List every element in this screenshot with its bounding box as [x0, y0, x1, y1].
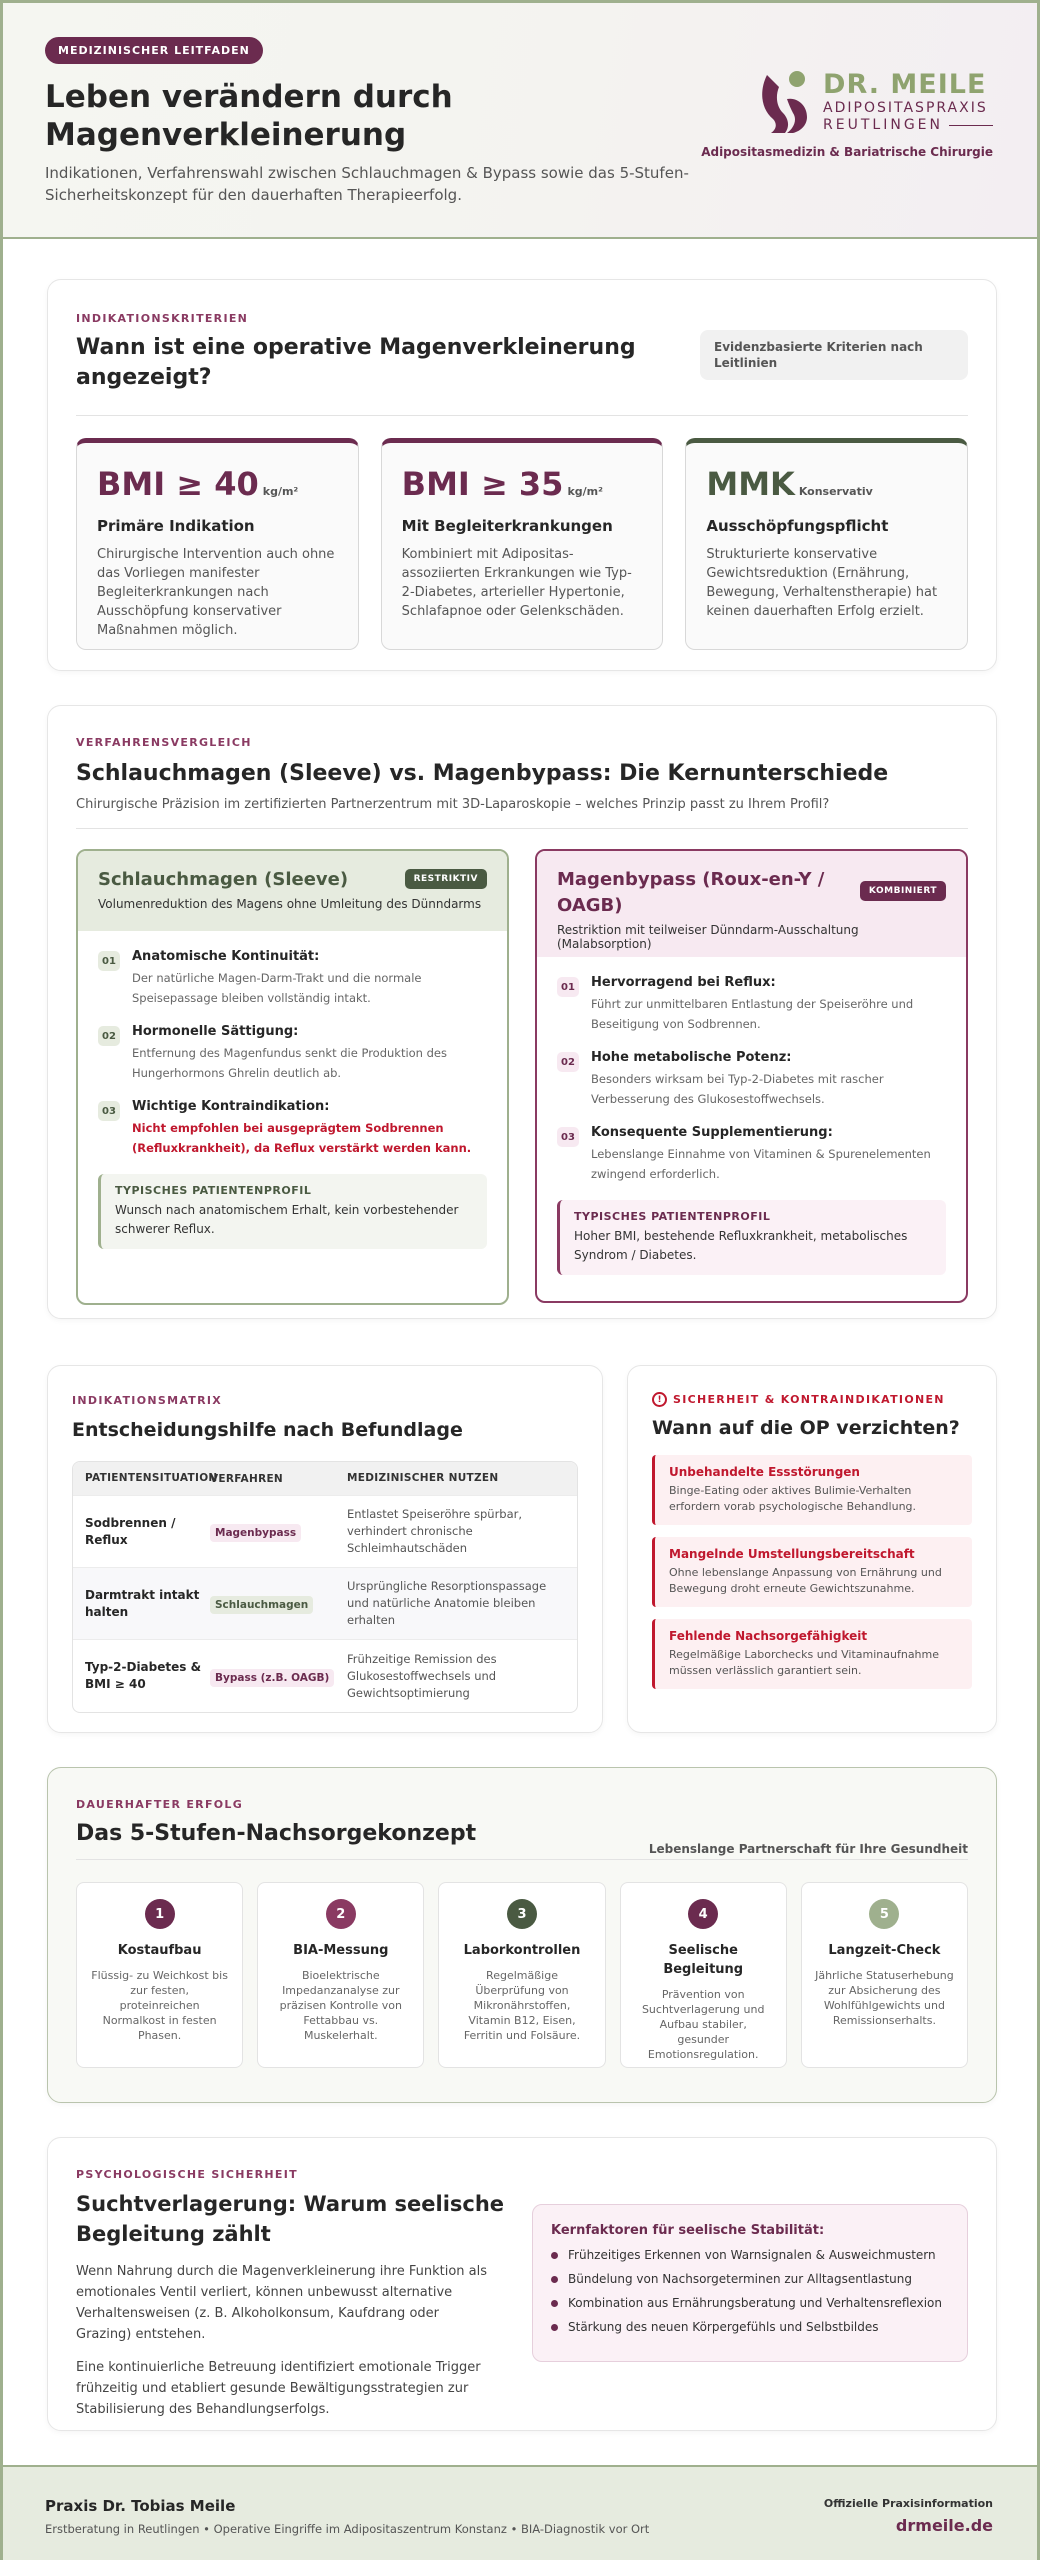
bypass-point: [557, 1125, 946, 1184]
indication-eyebrow: INDIKATIONSKRITERIEN: [76, 312, 249, 325]
stability-item: [551, 2296, 949, 2310]
contraindication-text: Ohne lebenslange Anpassung von Ernährung und Bewegung droht erneute Gewichtszunahme.: [669, 1566, 942, 1595]
point-number: 01: [98, 951, 120, 971]
comparison-subtitle: Chirurgische Präzision im zertifizierten Partnerzentrum mit 3D-Laparoskopie – welches Prinzip passt zu Ihrem Profil?: [76, 797, 830, 812]
benefit-cell: Entlastet Speiseröhre spürbar, verhindert chronische Schleimhautschäden: [347, 1507, 523, 1555]
indication-section: [47, 279, 997, 671]
psych-section: [47, 2137, 997, 2431]
step-number: 4: [688, 1899, 718, 1929]
point-heading: Anatomische Kontinuität:: [132, 949, 320, 964]
bmi-heading: Primäre Indikation: [97, 517, 255, 535]
benefit-cell: Ursprüngliche Resorptionspassage und natürliche Anatomie bleiben erhalten: [347, 1579, 547, 1627]
bmi-unit: kg/m²: [567, 485, 603, 498]
contraindication-item: [652, 1619, 972, 1689]
point-number: 02: [98, 1026, 120, 1046]
step-text: Prävention von Suchtverlagerung und Aufbau stabiler, gesunder Emotionsregulation.: [641, 1988, 765, 2061]
step-number: 3: [507, 1899, 537, 1929]
psych-title: Suchtverlagerung: Warum seelische Begleitung zählt: [76, 2192, 505, 2246]
stability-item: [551, 2272, 949, 2286]
stability-item: [551, 2320, 949, 2334]
stability-text: Frühzeitiges Erkennen von Warnsignalen & Ausweichmustern: [568, 2248, 936, 2262]
page-title: Leben verändern durch Magenverkleinerung: [45, 79, 453, 153]
column-header: PATIENTENSITUATION: [85, 1472, 218, 1484]
aftercare-tagline: Lebenslange Partnerschaft für Ihre Gesundheit: [648, 1842, 968, 1856]
bypass-title: Magenbypass (Roux-en-Y / OAGB): [557, 869, 825, 916]
point-heading: Konsequente Supplementierung:: [591, 1125, 833, 1140]
comparison-eyebrow: VERFAHRENSVERGLEICH: [76, 736, 252, 749]
safety-title: Wann auf die OP verzichten?: [652, 1417, 960, 1439]
point-text: Besonders wirksam bei Typ-2-Diabetes mit rascher Verbesserung des Glukosestoffwechsels.: [591, 1072, 884, 1106]
indication-title: Wann ist eine operative Magenverkleinerung angezeigt?: [76, 335, 636, 390]
logo-rule: [949, 125, 993, 126]
profile-heading: TYPISCHES PATIENTENPROFIL: [115, 1184, 312, 1197]
table-header: [73, 1462, 577, 1496]
table-row: [73, 1568, 577, 1640]
point-number: 03: [557, 1127, 579, 1147]
practice-logo: [693, 69, 993, 159]
bullet-icon: [551, 2300, 558, 2307]
bullet-icon: [551, 2276, 558, 2283]
bullet-icon: [551, 2252, 558, 2259]
contraindication-item: [652, 1537, 972, 1607]
footer-practice-name: Praxis Dr. Tobias Meile: [45, 2497, 236, 2515]
point-heading: Hormonelle Sättigung:: [132, 1024, 299, 1039]
mmk-value: MMK: [706, 465, 795, 503]
mmk-unit: Konservativ: [798, 485, 873, 498]
step-text: Jährliche Statuserhebung zur Absicherung des Wohlfühlgewichts und Remissionserhalts.: [815, 1969, 954, 2027]
table-row: [73, 1496, 577, 1568]
column-header: MEDIZINISCHER NUTZEN: [347, 1472, 499, 1484]
aftercare-step: [620, 1882, 787, 2068]
point-heading: Wichtige Kontraindikation:: [132, 1099, 330, 1114]
bypass-point: [557, 1050, 946, 1109]
contraindication-heading: Fehlende Nachsorgefähigkeit: [669, 1629, 868, 1643]
stability-text: Bündelung von Nachsorgeterminen zur Alltagsentlastung: [568, 2272, 912, 2286]
bmi-40-card: [76, 438, 359, 650]
point-text: Der natürliche Magen-Darm-Trakt und die normale Speisepassage bleiben vollständig intakt.: [132, 971, 422, 1005]
point-number: 01: [557, 977, 579, 997]
sleeve-point: [98, 949, 487, 1008]
aftercare-step: [438, 1882, 605, 2068]
footer-subline: Erstberatung in Reutlingen • Operative Eingriffe im Adipositaszentrum Konstanz • BIA-Diagnostik vor Ort: [45, 2522, 650, 2536]
point-number: 03: [98, 1101, 120, 1121]
benefit-cell: Frühzeitige Remission des Glukosestoffwechsels und Gewichtsoptimierung: [347, 1651, 497, 1700]
bullet-icon: [551, 2324, 558, 2331]
sleeve-profile: [98, 1174, 487, 1249]
divider: [76, 828, 968, 829]
contraindication-item: [652, 1455, 972, 1525]
matrix-eyebrow: INDIKATIONSMATRIX: [72, 1394, 223, 1407]
safety-section: [627, 1365, 997, 1733]
bypass-point: [557, 975, 946, 1034]
sleeve-point: [98, 1099, 487, 1158]
guide-badge: MEDIZINISCHER LEITFADEN: [45, 37, 263, 64]
point-heading: Hervorragend bei Reflux:: [591, 975, 776, 990]
header: [3, 3, 1037, 239]
aftercare-step: [801, 1882, 968, 2068]
bmi-value: BMI ≥ 40: [97, 465, 259, 503]
comparison-title: Schlauchmagen (Sleeve) vs. Magenbypass: Die Kernunterschiede: [76, 761, 889, 786]
point-number: 02: [557, 1052, 579, 1072]
sleeve-panel: [76, 849, 509, 1305]
stability-text: Stärkung des neuen Körpergefühls und Selbstbildes: [568, 2320, 879, 2334]
aftercare-step: [76, 1882, 243, 2068]
bypass-tag: KOMBINIERT: [860, 881, 946, 901]
step-text: Flüssig- zu Weichkost bis zur festen, proteinreichen Normalkost in festen Phasen.: [91, 1969, 228, 2042]
step-number: 1: [145, 1899, 175, 1929]
step-text: Regelmäßige Überprüfung von Mikronährstoffen, Vitamin B12, Eisen, Ferritin und Folsäure.: [463, 1969, 581, 2042]
mmk-card: [685, 438, 968, 650]
mmk-text: Strukturierte konservative Gewichtsreduktion (Ernährung, Bewegung, Verhaltenstherapie) hat keinen dauerhaften Erfolg erzielt.: [706, 547, 938, 619]
mmk-heading: Ausschöpfungspflicht: [706, 517, 889, 535]
bypass-panel: [535, 849, 968, 1303]
aftercare-step: [257, 1882, 424, 2068]
matrix-section: [47, 1365, 603, 1733]
situation-cell: Darmtrakt intakt halten: [85, 1587, 200, 1619]
step-heading: BIA-Messung: [293, 1943, 389, 1958]
stability-item: [551, 2248, 949, 2262]
sleeve-subtitle: Volumenreduktion des Magens ohne Umleitung des Dünndarms: [98, 897, 482, 911]
aftercare-eyebrow: DAUERHAFTER ERFOLG: [76, 1798, 244, 1811]
comparison-section: [47, 705, 997, 1319]
bmi-value: BMI ≥ 35: [401, 465, 564, 503]
contraindication-text: Binge-Eating oder aktives Bulimie-Verhalten erfordern vorab psychologische Behandlung.: [669, 1484, 917, 1513]
step-number: 5: [869, 1899, 899, 1929]
bmi-unit: kg/m²: [262, 485, 299, 498]
step-heading: Seelische Begleitung: [663, 1943, 744, 1977]
contraindication-heading: Mangelnde Umstellungsbereitschaft: [669, 1547, 915, 1561]
divider: [76, 1859, 968, 1860]
profile-text: Wunsch nach anatomischem Erhalt, kein vorbestehender schwerer Reflux.: [115, 1203, 459, 1236]
bmi-text: Chirurgische Intervention auch ohne das Vorliegen manifester Begleiterkrankungen nach Ausschöpfung konservativer Maßnahmen möglich.: [97, 547, 335, 638]
bmi-35-card: [381, 438, 664, 650]
aftercare-title: Das 5-Stufen-Nachsorgekonzept: [76, 1821, 477, 1846]
evidence-pill: Evidenzbasierte Kriterien nach Leitlinien: [700, 330, 968, 380]
bmi-heading: Mit Begleiterkrankungen: [401, 517, 613, 535]
situation-cell: Sodbrennen / Reflux: [85, 1515, 176, 1547]
point-heading: Hohe metabolische Potenz:: [591, 1050, 792, 1065]
bmi-text: Kombiniert mit Adipositas-assoziierten Erkrankungen wie Typ-2-Diabetes, arterieller Hypertonie, Schlafapnoe oder Gelenkschäden.: [401, 547, 632, 619]
footer-label: Offizielle Praxisinformation: [823, 2497, 993, 2510]
divider: [76, 415, 968, 416]
method-chip: Bypass (z.B. OAGB): [210, 1669, 334, 1687]
step-heading: Laborkontrollen: [463, 1943, 581, 1958]
profile-text: Hoher BMI, bestehende Refluxkrankheit, metabolisches Syndrom / Diabetes.: [574, 1229, 908, 1262]
method-chip: Schlauchmagen: [210, 1596, 313, 1614]
logo-figure-icon: [757, 69, 813, 135]
contraindication-text: Nicht empfohlen bei ausgeprägtem Sodbrennen (Refluxkrankheit), da Reflux verstärkt werden kann.: [132, 1121, 472, 1155]
step-text: Bioelektrische Impedanzanalyse zur präzisen Kontrolle von Fettabbau vs. Muskelerhalt.: [279, 1969, 402, 2042]
matrix-title: Entscheidungshilfe nach Befundlage: [72, 1419, 463, 1441]
sleeve-title: Schlauchmagen (Sleeve): [98, 869, 349, 890]
step-heading: Langzeit-Check: [828, 1943, 941, 1958]
footer: [3, 2465, 1037, 2560]
step-heading: Kostaufbau: [117, 1943, 202, 1958]
logo-line-1: ADIPOSITASPRAXIS: [823, 100, 988, 116]
warning-icon: !: [652, 1392, 667, 1407]
bypass-subtitle: Restriktion mit teilweiser Dünndarm-Ausschaltung (Malabsorption): [557, 923, 859, 951]
stability-box: [532, 2204, 968, 2362]
logo-tagline: Adipositasmedizin & Bariatrische Chirurgie: [701, 145, 993, 159]
decision-table: [72, 1461, 578, 1713]
website-link[interactable]: drmeile.de: [895, 2516, 993, 2535]
stability-heading: Kernfaktoren für seelische Stabilität:: [551, 2223, 825, 2238]
psych-paragraph-1: Wenn Nahrung durch die Magenverkleinerung ihre Funktion als emotionales Ventil verliert, können unbewusst alternative Verhaltensweisen (z. B. Alkoholkonsum, Kaufdrang oder Grazing) entstehen.: [76, 2264, 488, 2342]
stability-text: Kombination aus Ernährungsberatung und Verhaltensreflexion: [568, 2296, 942, 2310]
point-text: Führt zur unmittelbaren Entlastung der Speiseröhre und Beseitigung von Sodbrennen.: [591, 997, 914, 1031]
psych-eyebrow: PSYCHOLOGISCHE SICHERHEIT: [76, 2168, 298, 2181]
sleeve-tag: RESTRIKTIV: [405, 869, 487, 889]
psych-paragraph-2: Eine kontinuierliche Betreuung identifiziert emotionale Trigger frühzeitig und etabliert gesunde Bewältigungsstrategien zur Stabilisierung des Behandlungserfolgs.: [76, 2360, 481, 2417]
bypass-profile: [557, 1200, 946, 1275]
contraindication-text: Regelmäßige Laborchecks und Vitaminaufnahme müssen verlässlich garantiert sein.: [669, 1648, 940, 1677]
sleeve-point: [98, 1024, 487, 1083]
page-subtitle: Indikationen, Verfahrenswahl zwischen Schlauchmagen & Bypass sowie das 5-Stufen-Sicherheitskonzept für den dauerhaften Therapieerfolg.: [45, 164, 689, 204]
profile-heading: TYPISCHES PATIENTENPROFIL: [574, 1210, 771, 1223]
step-number: 2: [326, 1899, 356, 1929]
point-text: Lebenslange Einnahme von Vitaminen & Spurenelementen zwingend erforderlich.: [591, 1147, 931, 1181]
safety-eyebrow: SICHERHEIT & KONTRAINDIKATIONEN: [673, 1393, 945, 1406]
column-header: VERFAHREN: [210, 1472, 284, 1485]
aftercare-section: [47, 1767, 997, 2103]
contraindication-heading: Unbehandelte Essstörungen: [669, 1465, 860, 1479]
method-chip: Magenbypass: [210, 1524, 301, 1542]
point-text: Entfernung des Magenfundus senkt die Produktion des Hungerhormons Ghrelin deutlich ab.: [132, 1046, 447, 1080]
logo-name: DR. MEILE: [823, 69, 987, 100]
logo-line-2: REUTLINGEN: [823, 117, 943, 133]
table-row: [73, 1640, 577, 1712]
situation-cell: Typ-2-Diabetes & BMI ≥ 40: [85, 1660, 202, 1691]
